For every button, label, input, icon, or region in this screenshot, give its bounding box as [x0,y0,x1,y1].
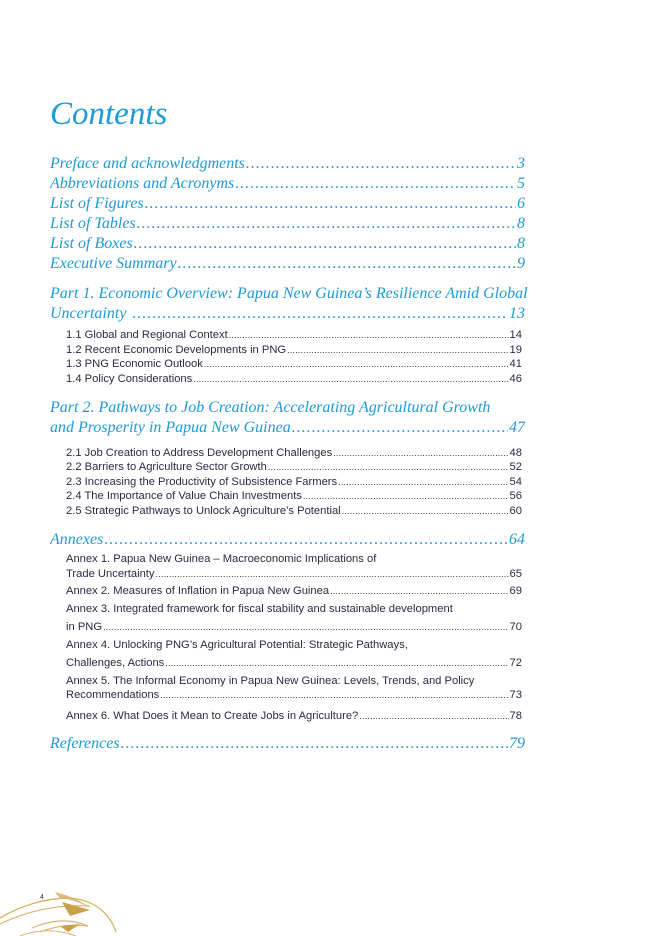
toc-entry-references[interactable] [50,734,525,754]
toc-entry-label: Challenges, Actions [66,657,165,669]
toc-annex-5[interactable] [66,688,522,703]
toc-entry-label: Executive Summary [50,255,177,272]
dot-leader [165,656,508,671]
toc-annex-2[interactable] [66,584,522,599]
page-title: Contents [50,96,168,132]
toc-entry-label: List of Boxes [50,235,133,252]
dot-leader [229,328,509,343]
toc-entry-label: 2.5 Strategic Pathways to Unlock Agriculture’s Potential [66,505,341,517]
toc-entry-label: Annex 6. What Does it Mean to Create Jobs in Agriculture? [66,710,359,722]
dot-leader [287,343,508,358]
dot-leader [156,567,509,582]
dot-leader [193,372,508,387]
toc-entry-label: Annexes [50,531,104,548]
dot-leader [342,504,509,519]
toc-entry-page: 6 [517,195,525,212]
toc-entry-page: 69 [509,585,522,597]
dot-leader [160,688,508,703]
dot-leader [292,418,508,438]
toc-subentry-1-1[interactable] [66,328,522,343]
toc-entry-page: 14 [509,329,522,341]
toc-entry-page: 9 [517,255,525,272]
dot-leader [268,460,509,475]
toc-subentry-1-3[interactable] [66,357,522,372]
toc-entry-page: 54 [509,476,522,488]
dot-leader [104,530,508,550]
annex-4-line1[interactable]: Annex 4. Unlocking PNG’s Agricultural Potential: Strategic Pathways, [66,639,408,651]
toc-entry-label: 1.2 Recent Economic Developments in PNG [66,344,287,356]
annex-1-line1[interactable]: Annex 1. Papua New Guinea – Macroeconomic Implications of [66,553,377,565]
toc-entry-page: 5 [517,175,525,192]
toc-entry-list-of-tables[interactable] [50,214,525,234]
page-number: 4 [40,894,44,901]
toc-entry-label: List of Figures [50,195,144,212]
dot-leader [303,489,509,504]
toc-entry-list-of-figures[interactable] [50,194,525,214]
toc-entry-page: 47 [509,419,525,436]
toc-entry-label: 2.3 Increasing the Productivity of Subsistence Farmers [66,476,338,488]
toc-entry-page: 46 [509,373,522,385]
toc-subentry-1-2[interactable] [66,343,522,358]
annex-3-line1[interactable]: Annex 3. Integrated framework for fiscal stability and sustainable development [66,603,453,615]
toc-subentry-2-3[interactable] [66,475,522,490]
toc-subentry-1-4[interactable] [66,372,522,387]
dot-leader [178,254,516,274]
toc-entry-label: Trade Uncertainty [66,568,155,580]
dot-leader [235,174,516,194]
toc-entry-label: 2.4 The Importance of Value Chain Investments [66,490,302,502]
dot-leader [359,709,508,724]
toc-entry-preface[interactable] [50,154,525,174]
toc-entry-label: 1.4 Policy Considerations [66,373,193,385]
toc-entry-page: 3 [517,155,525,172]
dot-leader [333,446,508,461]
toc-entry-page: 65 [509,568,522,580]
toc-annex-6[interactable] [66,709,522,724]
toc-entry-page: 13 [509,305,525,322]
toc-entry-part1[interactable] [50,304,525,324]
toc-entry-annexes[interactable] [50,530,525,550]
part1-heading-line1[interactable]: Part 1. Economic Overview: Papua New Guinea’s Resilience Amid Global [50,285,528,302]
toc-entry-label: 1.3 PNG Economic Outlook [66,358,203,370]
toc-entry-page: 41 [509,358,522,370]
toc-subentry-2-1[interactable] [66,446,522,461]
dot-leader [330,584,508,599]
toc-entry-page: 79 [509,735,525,752]
dot-leader [103,620,508,635]
toc-entry-page: 56 [509,490,522,502]
toc-entry-page: 70 [509,621,522,633]
toc-entry-label: Annex 2. Measures of Inflation in Papua New Guinea [66,585,330,597]
toc-subentry-2-4[interactable] [66,489,522,504]
toc-entry-page: 48 [509,447,522,459]
dot-leader [204,357,509,372]
toc-entry-executive-summary[interactable] [50,254,525,274]
toc-entry-label: Uncertainty [50,305,127,322]
bird-of-paradise-logo-icon [0,888,120,936]
toc-entry-page: 52 [509,461,522,473]
toc-entry-label: List of Tables [50,215,136,232]
dot-leader [134,234,516,254]
toc-entry-page: 8 [517,235,525,252]
annex-5-line1[interactable]: Annex 5. The Informal Economy in Papua New Guinea: Levels, Trends, and Policy [66,675,475,687]
dot-leader [137,214,516,234]
toc-entry-label: Abbreviations and Acronyms [50,175,235,192]
toc-subentry-2-2[interactable] [66,460,522,475]
toc-entry-abbreviations[interactable] [50,174,525,194]
toc-entry-label: 2.2 Barriers to Agriculture Sector Growth [66,461,267,473]
toc-annex-4[interactable] [66,656,522,671]
toc-entry-label: in PNG [66,621,103,633]
toc-entry-label: Preface and acknowledgments [50,155,245,172]
toc-entry-page: 60 [509,505,522,517]
toc-entry-list-of-boxes[interactable] [50,234,525,254]
dot-leader [246,154,516,174]
toc-entry-label: References [50,735,120,752]
toc-entry-label: Recommendations [66,689,160,701]
toc-entry-page: 78 [509,710,522,722]
toc-entry-part2[interactable] [50,418,525,438]
toc-annex-3[interactable] [66,620,522,635]
dot-leader [132,304,508,324]
toc-entry-label: 1.1 Global and Regional Context [66,329,228,341]
toc-entry-page: 73 [509,689,522,701]
toc-annex-1[interactable] [66,567,522,582]
toc-entry-page: 64 [509,531,525,548]
toc-entry-label: 2.1 Job Creation to Address Development Challenges [66,447,333,459]
toc-subentry-2-5[interactable] [66,504,522,519]
part2-heading-line1[interactable]: Part 2. Pathways to Job Creation: Accelerating Agricultural Growth [50,399,491,416]
toc-entry-label: and Prosperity in Papua New Guinea [50,419,291,436]
toc-entry-page: 8 [517,215,525,232]
toc-entry-page: 72 [509,657,522,669]
toc-entry-page: 19 [509,344,522,356]
dot-leader [338,475,508,490]
dot-leader [145,194,516,214]
dot-leader [121,734,508,754]
